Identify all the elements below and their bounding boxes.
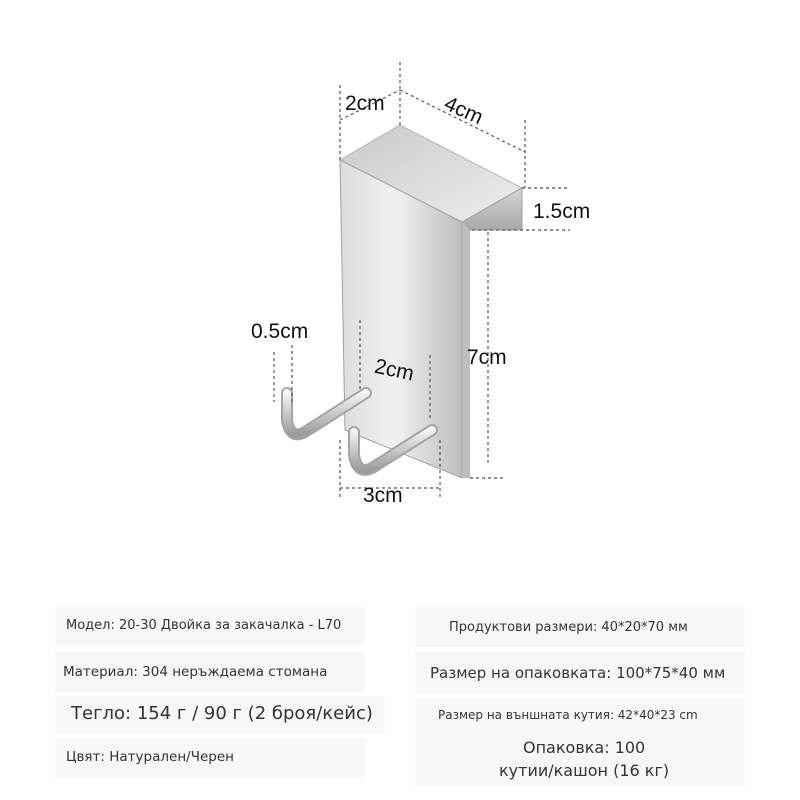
dim-top-depth: 2cm bbox=[345, 92, 385, 115]
dim-body-height: 7cm bbox=[467, 346, 507, 369]
dim-lip-height: 1.5cm bbox=[533, 200, 591, 223]
spec-packing-line2: кутии/кашон (16 кг) bbox=[499, 761, 670, 780]
spec-material: Материал: 304 неръждаема стомана bbox=[63, 664, 328, 680]
spec-product-size: Продуктови размери: 40*20*70 мм bbox=[449, 620, 688, 635]
spec-model: Модел: 20-30 Двойка за закачалка - L70 bbox=[66, 618, 342, 633]
hook-illustration bbox=[287, 125, 522, 478]
dim-hook-tip: 0.5cm bbox=[251, 320, 309, 343]
dim-hook-length: 2cm bbox=[372, 354, 417, 386]
dim-top-width: 4cm bbox=[440, 92, 487, 130]
spec-package-size: Размер на опаковката: 100*75*40 мм bbox=[430, 664, 726, 682]
spec-packing-line1: Опаковка: 100 bbox=[523, 738, 646, 757]
dim-hook-spacing: 3cm bbox=[363, 484, 403, 507]
spec-color: Цвят: Натурален/Черен bbox=[66, 749, 234, 765]
spec-outer-box: Размер на външната кутия: 42*40*23 cm bbox=[438, 708, 698, 722]
spec-weight: Тегло: 154 г / 90 г (2 броя/кейс) bbox=[71, 703, 373, 724]
